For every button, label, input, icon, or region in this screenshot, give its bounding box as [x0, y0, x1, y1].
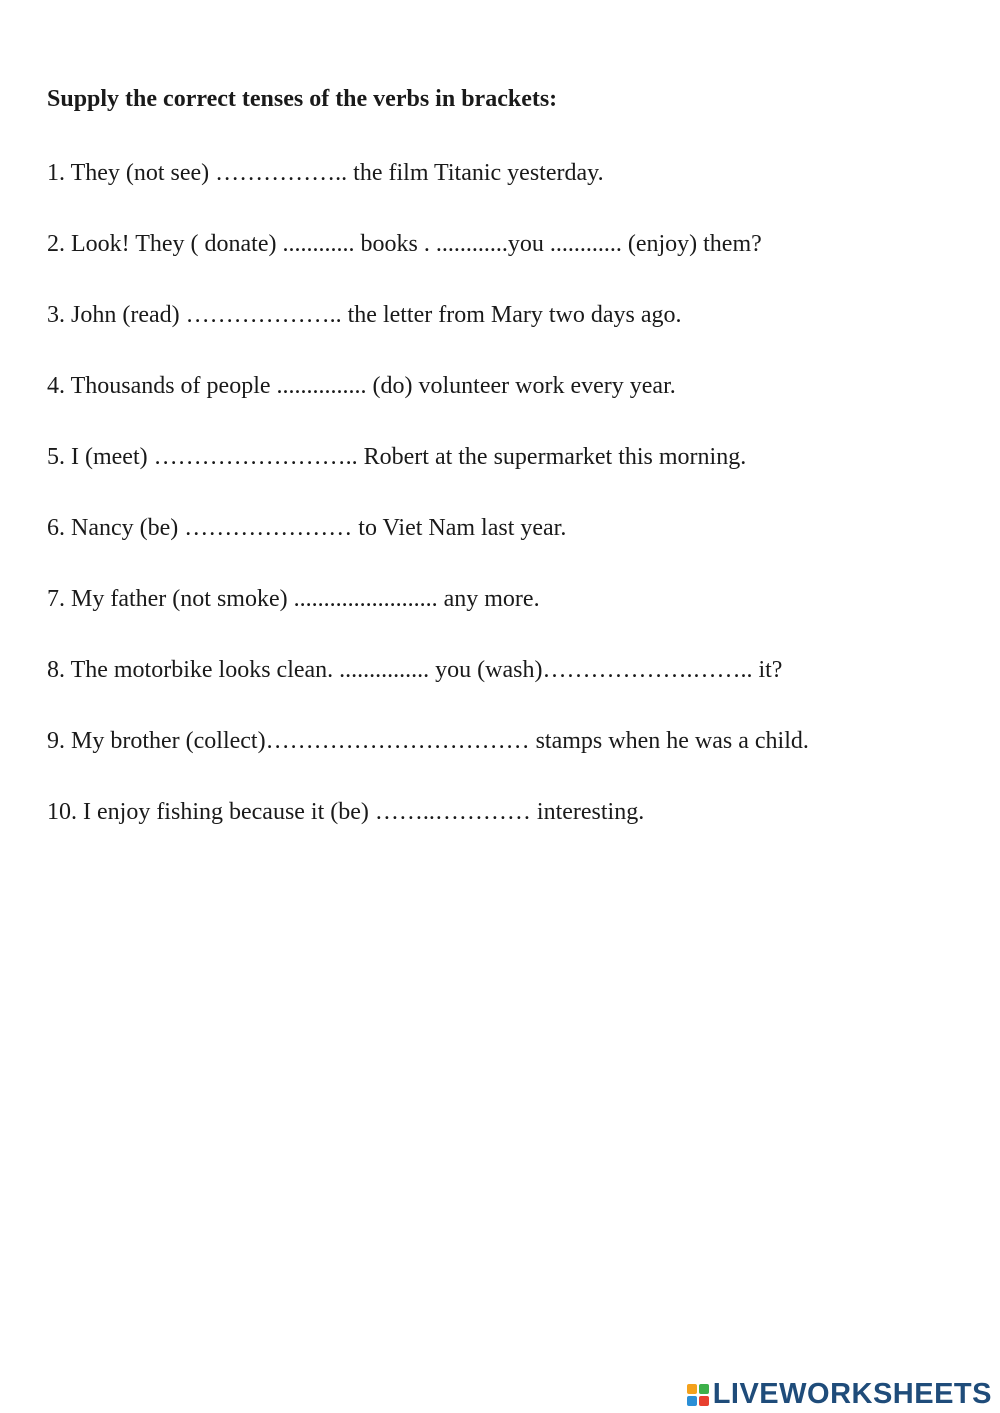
logo-square-4 [699, 1396, 709, 1406]
question-6: 6. Nancy (be) ………………… to Viet Nam last year. [47, 515, 567, 541]
liveworksheets-logo [687, 1380, 992, 1409]
question-4: 4. Thousands of people ............... (do) volunteer work every year. [47, 373, 676, 399]
question-8: 8. The motorbike looks clean. ............... you (wash)……………….…….. it? [47, 657, 783, 683]
liveworksheets-logo-icon [687, 1384, 709, 1406]
question-2: 2. Look! They ( donate) ............ books . ............you ............ (enjoy) them? [47, 231, 762, 257]
logo-square-2 [699, 1384, 709, 1394]
question-5: 5. I (meet) …………………….. Robert at the supermarket this morning. [47, 444, 747, 470]
question-3: 3. John (read) ……………….. the letter from Mary two days ago. [47, 302, 682, 328]
logo-square-1 [687, 1384, 697, 1394]
question-7: 7. My father (not smoke) ........................ any more. [47, 586, 540, 612]
worksheet-heading: Supply the correct tenses of the verbs in brackets: [47, 86, 558, 112]
question-1: 1. They (not see) …………….. the film Titanic yesterday. [47, 160, 604, 186]
logo-text: LIVEWORKSHEETS [712, 1378, 992, 1410]
question-9: 9. My brother (collect)…………………………… stamps when he was a child. [47, 728, 809, 754]
question-10: 10. I enjoy fishing because it (be) ……..………… interesting. [47, 799, 645, 825]
logo-square-3 [687, 1396, 697, 1406]
